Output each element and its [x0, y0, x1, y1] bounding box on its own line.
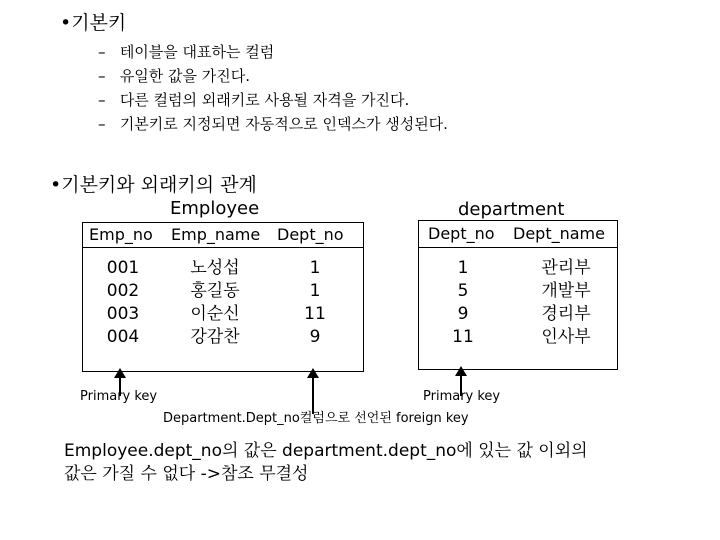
emp-dept-no-column — [295, 257, 335, 349]
emp-header-emp-name: Emp_name — [171, 225, 261, 244]
employee-table-title: Employee — [170, 198, 260, 219]
conclusion-line-1: Employee.dept_no의 값은 department.dept_no에 있는 값 이외의 — [64, 441, 588, 461]
table-cell: 003 — [106, 304, 140, 324]
table-cell: 9 — [309, 327, 321, 347]
list-item: – 유일한 값을 가진다. — [98, 67, 251, 85]
table-cell: 001 — [106, 258, 140, 278]
table-cell: 1 — [309, 281, 321, 301]
table-cell: 관리부 — [541, 258, 591, 278]
header-divider — [419, 247, 617, 248]
table-cell: 11 — [304, 304, 326, 324]
emp-header-dept-no: Dept_no — [277, 225, 344, 244]
pk-title-text: 기본키 — [71, 12, 127, 34]
list-item: – 테이블을 대표하는 컬럼 — [98, 43, 275, 61]
emp-primary-key-label: Primary key — [80, 389, 158, 404]
table-cell: 004 — [106, 327, 140, 347]
conclusion-line-2: 값은 가질 수 없다 ->참조 무결성 — [64, 464, 309, 484]
header-divider — [83, 247, 363, 248]
emp-no-column — [103, 257, 143, 349]
dept-name-column — [533, 257, 599, 349]
table-cell: 강감찬 — [190, 327, 240, 347]
employee-table — [82, 222, 364, 372]
foreign-key-label: Department.Dept_no컬럼으로 선언된 foreign key — [163, 411, 469, 426]
list-item: – 기본키로 지정되면 자동적으로 인덱스가 생성된다. — [98, 115, 448, 133]
table-cell: 홍길동 — [190, 281, 240, 301]
table-cell: 5 — [457, 281, 469, 301]
department-table — [418, 220, 618, 370]
dept-no-column — [443, 257, 483, 349]
table-cell: 이순신 — [190, 304, 240, 324]
conclusion-text — [64, 440, 588, 486]
dept-header-dept-no: Dept_no — [428, 224, 495, 243]
emp-header-emp-no: Emp_no — [89, 225, 153, 244]
emp-name-column — [185, 257, 245, 349]
department-table-title: department — [458, 199, 565, 220]
table-cell: 11 — [452, 327, 474, 347]
relation-section-title: •기본키와 외래키의 관계 — [50, 174, 257, 196]
list-item: – 다른 컬럼의 외래키로 사용될 자격을 가진다. — [98, 91, 410, 109]
table-cell: 1 — [457, 258, 469, 278]
table-cell: 002 — [106, 281, 140, 301]
table-cell: 경리부 — [541, 304, 591, 324]
table-cell: 1 — [309, 258, 321, 278]
pk-section-title: •기본키 — [60, 12, 127, 34]
table-cell: 인사부 — [541, 327, 591, 347]
table-cell: 9 — [457, 304, 469, 324]
table-cell: 개발부 — [541, 281, 591, 301]
dept-header-dept-name: Dept_name — [513, 224, 605, 243]
dept-primary-key-label: Primary key — [423, 389, 501, 404]
table-cell: 노성섭 — [190, 258, 240, 278]
pk-bullet-list — [98, 40, 448, 136]
